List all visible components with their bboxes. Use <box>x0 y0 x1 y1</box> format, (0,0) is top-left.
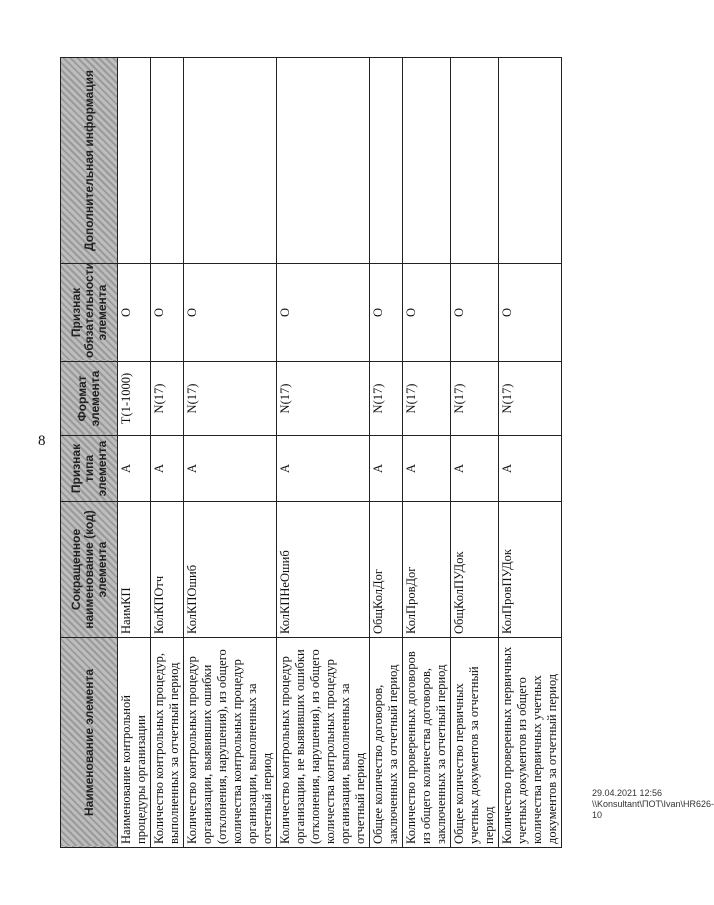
table-cell: Общее количество первичных учетных документов за отчетный период <box>451 638 499 848</box>
table-cell <box>118 58 151 264</box>
table-cell: N(17) <box>277 362 370 436</box>
table-row <box>370 58 403 848</box>
table-cell: Количество проверенных договоров из общего количества договоров, заключенных за отчетный период <box>403 638 451 848</box>
table-cell: НаимКП <box>118 502 151 638</box>
table-cell <box>451 58 499 264</box>
table-cell: N(17) <box>184 362 277 436</box>
table-cell: Количество проверенных первичных учетных документов из общего количества первичных учетных документов за отчетный период <box>499 638 562 848</box>
header-cell: Признак обязательности элемента <box>61 264 118 362</box>
table-cell: T(1-1000) <box>118 362 151 436</box>
table-cell: О <box>451 264 499 362</box>
table-cell: О <box>118 264 151 362</box>
table-cell: А <box>118 436 151 502</box>
table-row <box>184 58 277 848</box>
table-cell: А <box>370 436 403 502</box>
table-cell: Общее количество договоров, заключенных за отчетный период <box>370 638 403 848</box>
header-cell: Признак типа элемента <box>61 436 118 502</box>
header-row <box>61 58 118 848</box>
table-cell: N(17) <box>370 362 403 436</box>
table-cell: КолПровДог <box>403 502 451 638</box>
table-cell: КолКПОшиб <box>184 502 277 638</box>
table-cell: О <box>403 264 451 362</box>
table-cell <box>403 58 451 264</box>
table-cell: Количество контрольных процедур, выполненных за отчетный период <box>151 638 184 848</box>
table-row <box>499 58 562 848</box>
table-cell: О <box>370 264 403 362</box>
table-cell <box>370 58 403 264</box>
table-row <box>151 58 184 848</box>
table-cell: N(17) <box>499 362 562 436</box>
table-cell: А <box>451 436 499 502</box>
table-cell: КолПровПУДок <box>499 502 562 638</box>
footer-line: \\Konsultant\ПОТ\Ivan\HR626-10 <box>592 799 714 820</box>
element-table <box>60 57 562 848</box>
table-cell <box>151 58 184 264</box>
table-row <box>451 58 499 848</box>
table-cell: КолКПОтч <box>151 502 184 638</box>
table-cell: Количество контрольных процедур организации, выявивших ошибки (отклонения, нарушения), из общего количества контрольных процедур организации, выполненных за отчетный период <box>184 638 277 848</box>
table-cell: КолКПНеОшиб <box>277 502 370 638</box>
table-cell: А <box>499 436 562 502</box>
table-cell: ОбщКолПУДок <box>451 502 499 638</box>
header-cell: Сокращенное наименование (код) элемента <box>61 502 118 638</box>
footer-line: 29.04.2021 12:56 <box>592 788 663 798</box>
table-cell: А <box>184 436 277 502</box>
table-cell: О <box>277 264 370 362</box>
header-cell: Дополнительная информация <box>61 58 118 264</box>
table-cell: N(17) <box>451 362 499 436</box>
page-number: 8 <box>38 433 46 449</box>
header-cell: Формат элемента <box>61 362 118 436</box>
table-row <box>403 58 451 848</box>
table-cell: О <box>151 264 184 362</box>
table-cell: Наименование контрольной процедуры организации <box>118 638 151 848</box>
header-cell: Наименование элемента <box>61 638 118 848</box>
table-cell: А <box>403 436 451 502</box>
rotated-table-wrapper <box>60 58 559 848</box>
table-cell <box>184 58 277 264</box>
table-row <box>118 58 151 848</box>
table-cell: ОбщКолДог <box>370 502 403 638</box>
table-cell <box>277 58 370 264</box>
table-cell: А <box>151 436 184 502</box>
table-row <box>277 58 370 848</box>
table-cell: N(17) <box>403 362 451 436</box>
footer <box>592 788 714 821</box>
table-cell <box>499 58 562 264</box>
table-cell: О <box>499 264 562 362</box>
table-cell: О <box>184 264 277 362</box>
table-cell: N(17) <box>151 362 184 436</box>
table-cell: Количество контрольных процедур организации, не выявивших ошибки (отклонения, нарушения), из общего количества контрольных процедур организации, выполненных за отчетный период <box>277 638 370 848</box>
table-cell: А <box>277 436 370 502</box>
